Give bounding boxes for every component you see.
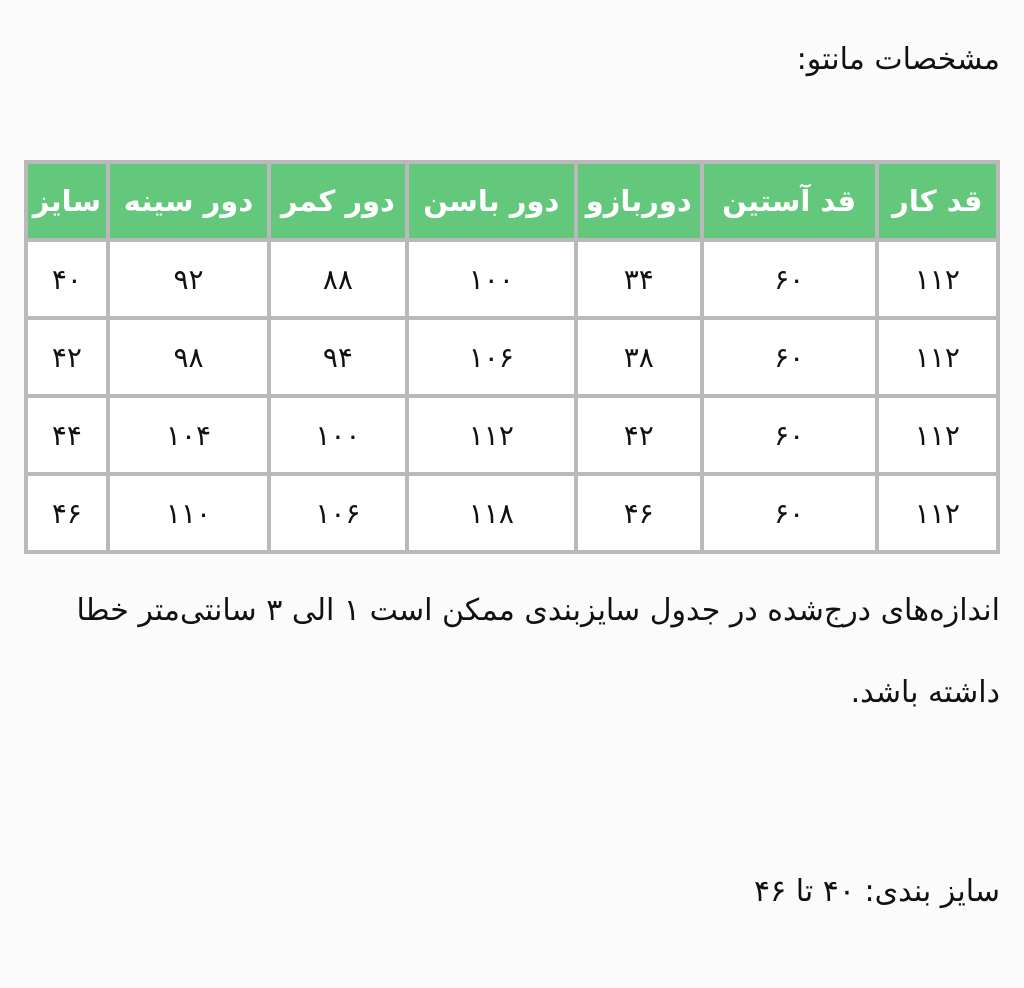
header-arm-circumference: دوربازو [576,162,702,240]
table-cell: ۹۲ [108,240,269,318]
header-sleeve-length: قد آستین [702,162,877,240]
table-header-row [26,162,998,240]
table-cell: ۱۰۰ [269,396,407,474]
table-cell: ۶۰ [702,474,877,552]
table-cell: ۱۱۲ [877,474,998,552]
size-tolerance-note: اندازه‌های درج‌شده در جدول سایزبندی ممکن است ۱ الی ۳ سانتی‌متر خطا داشته باشد. [76,593,1000,710]
table-cell: ۳۸ [576,318,702,396]
table-cell: ۱۰۴ [108,396,269,474]
table-cell: ۹۸ [108,318,269,396]
table-row [26,240,998,318]
table-cell: ۱۱۸ [407,474,576,552]
table-cell: ۱۰۶ [407,318,576,396]
table-cell: ۴۲ [26,318,108,396]
table-row [26,474,998,552]
table-cell: ۴۰ [26,240,108,318]
table-cell: ۱۰۰ [407,240,576,318]
header-waist-circumference: دور کمر [269,162,407,240]
table-cell: ۶۰ [702,396,877,474]
table-cell: ۱۱۲ [877,396,998,474]
header-hip-circumference: دور باسن [407,162,576,240]
table-cell: ۹۴ [269,318,407,396]
table-row [26,396,998,474]
table-cell: ۱۱۲ [877,318,998,396]
header-length: قد کار [877,162,998,240]
table-cell: ۴۶ [26,474,108,552]
header-chest-circumference: دور سینه [108,162,269,240]
table-cell: ۱۱۲ [407,396,576,474]
page-title: مشخصات مانتو: [796,42,1000,77]
header-size: سایز [26,162,108,240]
size-range-text: سایز بندی: ۴۰ تا ۴۶ [753,874,1000,909]
table-cell: ۸۸ [269,240,407,318]
table-cell: ۴۲ [576,396,702,474]
table-cell: ۱۰۶ [269,474,407,552]
table-cell: ۳۴ [576,240,702,318]
table-cell: ۴۴ [26,396,108,474]
table-cell: ۱۱۰ [108,474,269,552]
table-cell: ۱۱۲ [877,240,998,318]
size-table [24,160,1000,554]
table-cell: ۶۰ [702,318,877,396]
table-cell: ۶۰ [702,240,877,318]
table-row [26,318,998,396]
table-cell: ۴۶ [576,474,702,552]
